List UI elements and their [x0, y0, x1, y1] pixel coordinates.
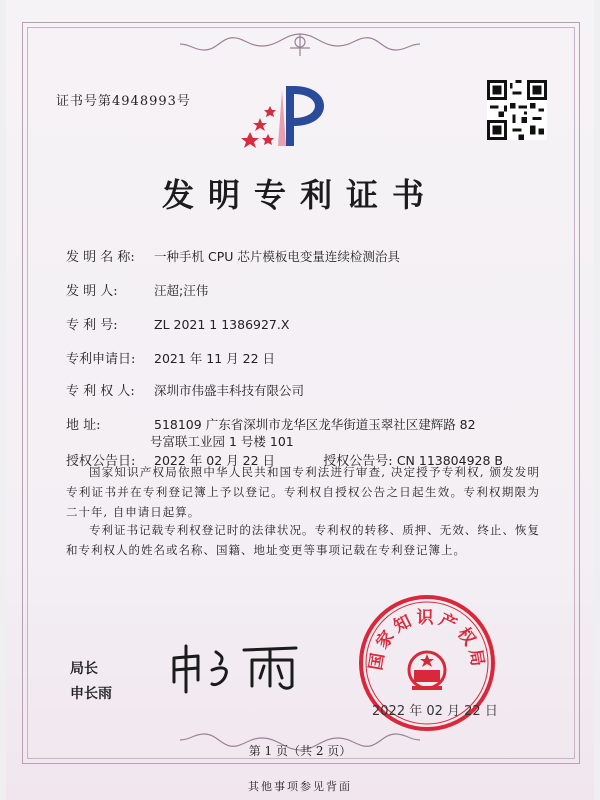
field-label: 发 明 名 称: [66, 250, 135, 265]
field-label: 专 利 权 人: [66, 384, 135, 399]
publication-number-value: CN 113804928 B [396, 453, 503, 468]
top-ornament-icon [150, 28, 450, 62]
field-patentee [66, 380, 304, 399]
grant-paragraph: 国家知识产权局依照中华人民共和国专利法进行审查, 决定授予专利权, 颁发发明专利证书并在专利登记簿上予以登记。专利权自授权公告之日起生效。专利权期限为二十年, 自申请日起算。 [66, 465, 540, 519]
director-signature-icon [168, 640, 308, 696]
field-invention-name [66, 246, 400, 265]
qr-code-icon [487, 80, 547, 140]
field-value: 汪超;汪伟 [154, 283, 209, 298]
field-label: 发 明 人: [66, 284, 118, 299]
page-number: 第 1 页（共 2 页） [248, 744, 352, 758]
field-inventor [66, 280, 208, 299]
certificate-number: 证书号第4948993号 [56, 94, 191, 109]
field-value: ZL 2021 1 1386927.X [154, 317, 290, 332]
field-address [66, 414, 476, 433]
seal-text: 国家知识产权局 [366, 608, 488, 672]
certificate-title: 发明专利证书 [161, 176, 438, 214]
field-label: 授权公告日: [66, 454, 136, 469]
director-name: 申长雨 [70, 686, 112, 702]
field-value: 一种手机 CPU 芯片模板电变量连续检测治具 [154, 249, 400, 264]
field-label: 专 利 号: [66, 318, 118, 333]
field-value: 518109 广东省深圳市龙华区龙华街道玉翠社区建辉路 82 [154, 417, 476, 432]
field-value: 2022 年 02 月 22 日 [154, 453, 275, 468]
field-application-date [66, 348, 275, 367]
field-patent-number [66, 314, 289, 333]
field-label: 专利申请日: [66, 352, 136, 367]
director-title: 局长 [70, 661, 98, 677]
address-line-2: 号富联工业园 1 号楼 101 [150, 434, 294, 449]
patent-office-logo-icon [238, 80, 348, 152]
field-label: 地 址: [66, 418, 101, 433]
seal-date: 2022 年 02 月 22 日 [372, 704, 498, 719]
publication-number-label: 授权公告号: [323, 454, 393, 469]
back-note: 其他事项参见背面 [248, 780, 352, 793]
legal-status-paragraph: 专利证书记载专利权登记时的法律状况。专利权的转移、质押、无效、终止、恢复和专利权人的姓名或名称、国籍、地址变更等事项记载在专利登记簿上。 [66, 523, 540, 557]
field-value: 深圳市伟盛丰科技有限公司 [154, 383, 305, 398]
field-value: 2021 年 11 月 22 日 [154, 351, 275, 366]
